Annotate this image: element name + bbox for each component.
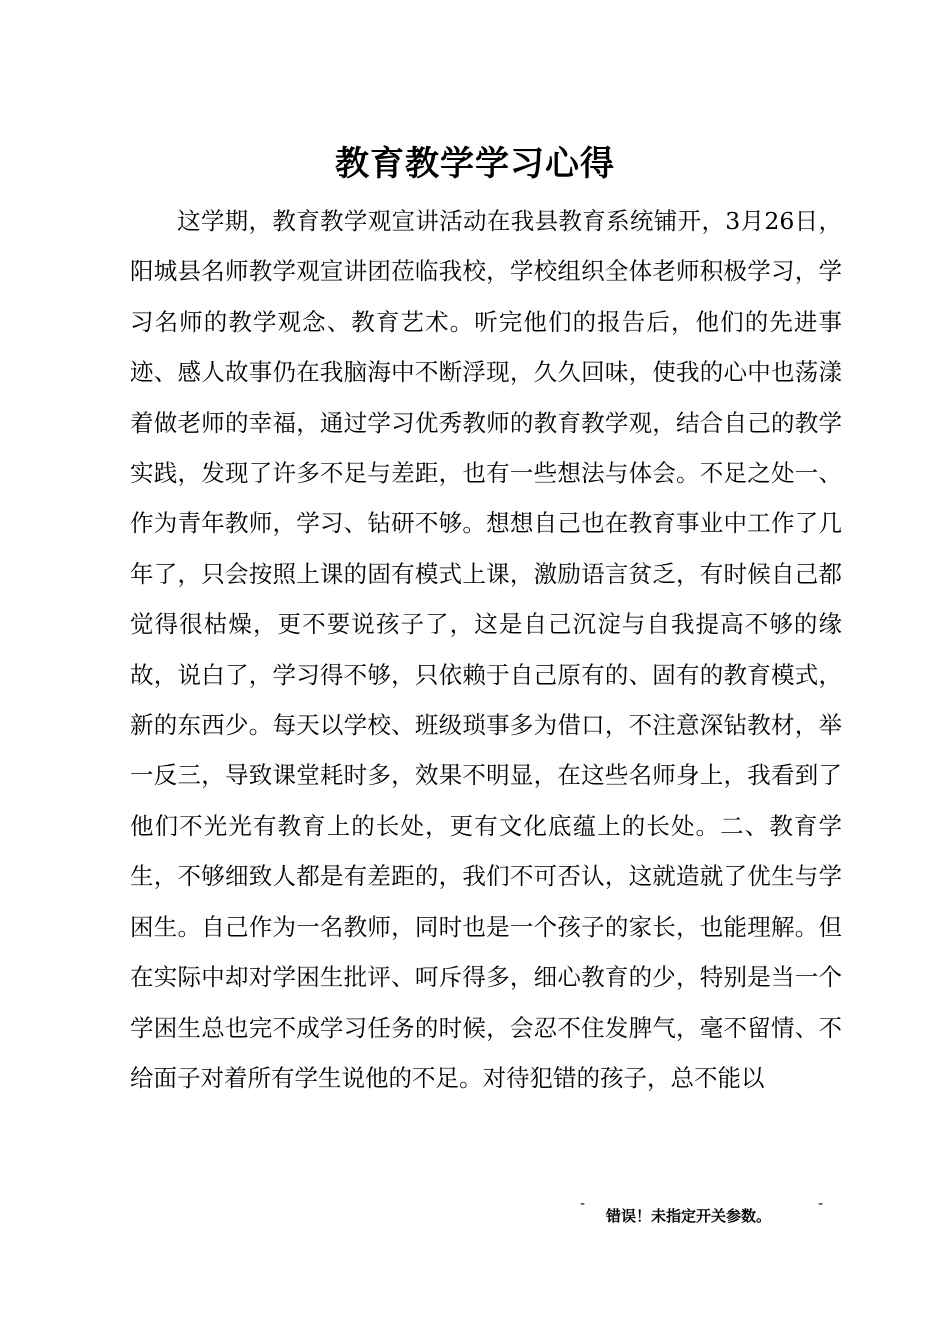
footer-error-text: 错误！未指定开关参数。 — [606, 1207, 772, 1225]
footer-dash-right: - — [818, 1196, 824, 1212]
body-paragraph: 这学期，教育教学观宣讲活动在我县教育系统铺开，3月26日，阳城县名师教学观宣讲团莅临我校，学校组织全体老师积极学习，学习名师的教学观念、教育艺术。听完他们的报告后，他们的先进事迹、感人故事仍在我脑海中不断浮现，久久回味，使我的心中也荡漾着做老师的幸福，通过学习优秀教师的教育教学观，结合自己的教学实践，发现了许多不足与差距，也有一些想法与体会。不足之处一、作为青年教师，学习、钻研不够。想想自己也在教育事业中工作了几年了，只会按照上课的固有模式上课，激励语言贫乏，有时候自己都觉得很枯燥，更不要说孩子了，这是自己沉淀与自我提高不够的缘故，说白了，学习得不够，只依赖于自己原有的、固有的教育模式，新的东西少。每天以学校、班级琐事多为借口，不注意深钻教材，举一反三，导致课堂耗时多，效果不明显，在这些名师身上，我看到了他们不光光有教育上的长处，更有文化底蕴上的长处。二、教育学生，不够细致人都是有差距的，我们不可否认，这就造就了优生与学困生。自己作为一名教师，同时也是一个孩子的家长，也能理解。但在实际中却对学困生批评、呵斥得多，细心教育的少，特别是当一个学困生总也完不成学习任务的时候，会忍不住发脾气，毫不留情、不给面子对着所有学生说他的不足。对待犯错的孩子，总不能以 — [130, 207, 842, 1092]
page-title: 教育教学学习心得 — [335, 144, 615, 184]
footer-dash-left: - — [580, 1196, 586, 1212]
page-footer — [0, 1196, 950, 1226]
